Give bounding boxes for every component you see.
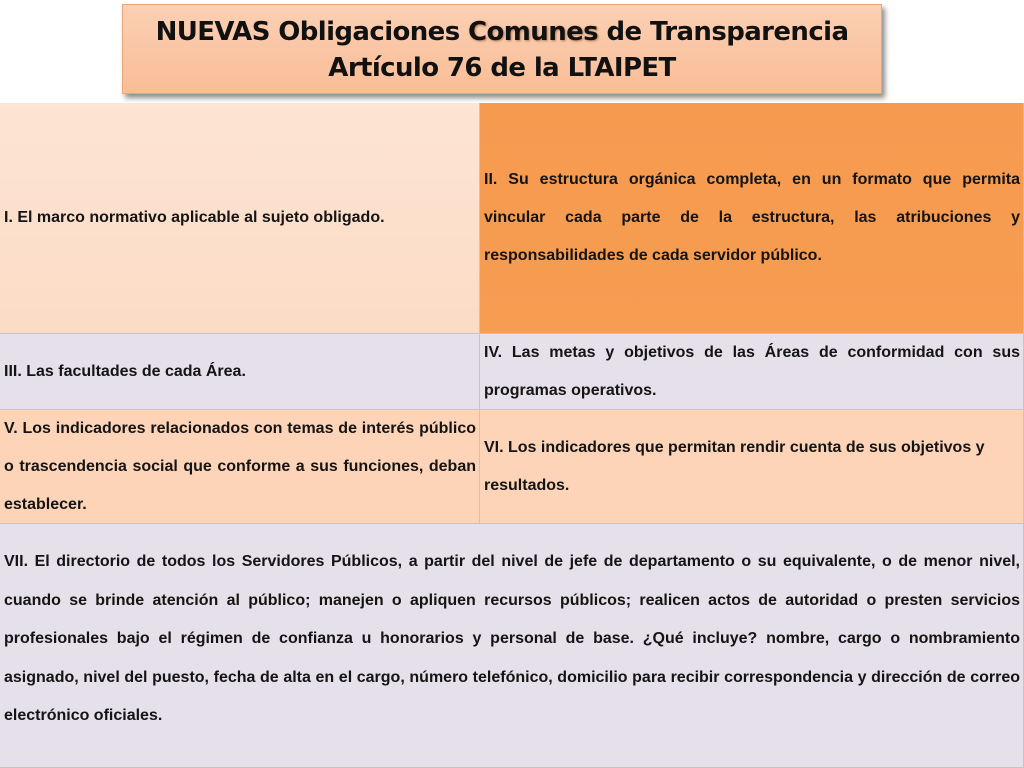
obligation-text-5: V. Los indicadores relacionados con temas de interés público o trascendencia social que conforme a sus funciones, deban establecer. [4, 419, 476, 513]
obligation-text-1: I. El marco normativo aplicable al sujeto obligado. [4, 209, 385, 226]
obligation-text-4: IV. Las metas y objetivos de las Áreas de conformidad con sus programas operativos. [484, 343, 1020, 399]
obligation-cell-4 [480, 334, 1024, 410]
title-text-part-1: NUEVAS Obligaciones [155, 17, 469, 47]
slide-title-box [122, 4, 882, 94]
obligation-cell-6 [480, 410, 1024, 524]
obligation-cell-1 [0, 103, 480, 334]
obligation-cell-7 [0, 524, 1024, 768]
title-text-part-2: de Transparencia [598, 17, 849, 47]
obligation-text-6: VI. Los indicadores que permitan rendir cuenta de sus objetivos y resultados. [484, 438, 985, 494]
obligation-cell-5 [0, 410, 480, 524]
obligation-text-2: II. Su estructura orgánica completa, en un formato que permita vincular cada parte de la estructura, las atribuciones y responsabilidades de cada servidor público. [484, 171, 1020, 264]
slide-title-line-1 [123, 14, 881, 50]
obligation-cell-3 [0, 334, 480, 410]
obligation-text-7: VII. El directorio de todos los Servidores Públicos, a partir del nivel de jefe de departamento o su equivalente, o de menor nivel, cuando se brinde atención al público; manejen o apliquen recursos públicos; realicen actos de autoridad o presten servicios profesionales bajo el régimen de confianza u honorarios y personal de base. ¿Qué incluye? nombre, cargo o nombramiento asignado, nivel del puesto, fecha de alta en el cargo, número telefónico, domicilio para recibir correspondencia y dirección de correo electrónico oficiales. [4, 553, 1020, 725]
slide-title-line-2: Artículo 76 de la LTAIPET [328, 53, 676, 83]
title-emphasis-word: Comunes [468, 17, 599, 47]
obligation-text-3: III. Las facultades de cada Área. [4, 362, 246, 380]
obligation-cell-2 [480, 103, 1024, 334]
obligations-table [0, 103, 1024, 768]
